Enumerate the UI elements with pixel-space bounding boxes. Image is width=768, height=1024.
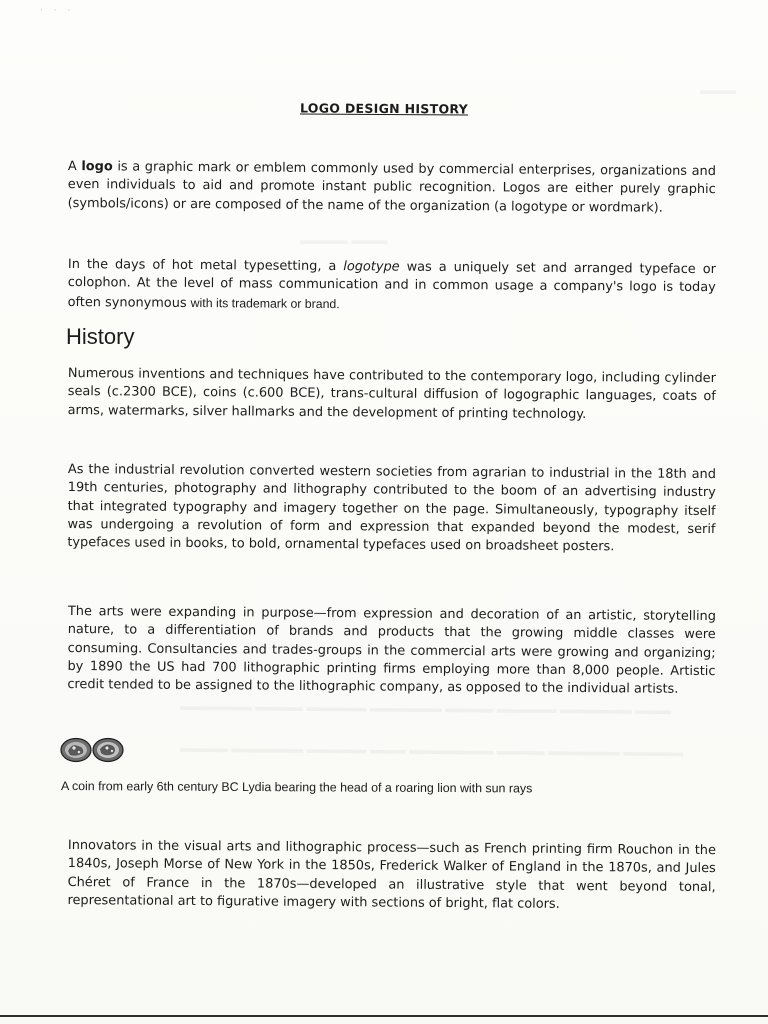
logotype-term: logotype bbox=[343, 259, 400, 275]
document-title: LOGO DESIGN HISTORY bbox=[299, 100, 469, 117]
page-bottom-edge bbox=[0, 1015, 768, 1017]
logo-term: logo bbox=[81, 159, 113, 175]
bleed-through: ▬▬▬▬ ▬▬▬▬▬▬ ▬▬▬▬▬ ▬▬▬ ▬▬▬▬▬▬▬ ▬▬▬▬ ▬▬▬▬▬▬ ▬▬▬▬▬ bbox=[179, 740, 684, 760]
coin-caption: A coin from early 6th century BC Lydia bearing the head of a roaring lion with sun rays bbox=[60, 779, 533, 796]
history-paragraph-2: As the industrial revolution converted western societies from agrarian to industrial in the 18th and 19th centuries, photography and lithography contributed to the boom of an advertising industry that integrated typography and imagery together on the page. Simultaneously, typography itself was undergoing a revolution of form and expression that expanded beyond the modest, serif typefaces used in books, to bold, ornamental typefaces used on broadsheet posters. bbox=[67, 461, 716, 555]
history-paragraph-3: The arts were expanding in purpose—from expression and decoration of an artistic, storytelling nature, to a differentiation of brands and products that the growing middle classes were consuming. Consultancies and trades-groups in the commercial arts were growing and organizing; by 1890 the US had 700 lithographic printing firms employing more than 8,000 people. Artistic credit tended to be assigned to the lithographic company, as opposed to the individual artists. bbox=[67, 603, 716, 697]
intro-paragraph-2: In the days of hot metal typesetting, a logotype was a uniquely set and arranged typeface or colophon. At the level of mass communication and in common usage a company's logo is today often synonymous with its trademark or brand. bbox=[67, 256, 716, 311]
bleed-through: ▬▬▬▬ ▬▬▬ bbox=[300, 233, 388, 247]
history-heading: History bbox=[66, 324, 135, 349]
final-paragraph: Innovators in the visual arts and lithographic process—such as French printing firm Rouchon in the 1840s, Joseph Morse of New York in the 1850s, Frederick Walker of England in the 1870s, and Jules Chéret of France in the 1870s—developed an illustrative style that went beyond tonal, representational art to figurative imagery with sections of bright, flat colors. bbox=[67, 837, 716, 912]
intro-paragraph-1: A logo is a graphic mark or emblem commonly used by commercial enterprises, organizations and even individuals to aid and promote instant public recognition. Logos are either purely graphic (symbols/icons) or are composed of the name of the organization (a logotype or wordmark). bbox=[67, 158, 716, 216]
bleed-through: ▬▬▬▬▬▬ ▬▬▬▬ ▬▬▬▬▬ ▬▬▬▬▬▬ ▬▬▬▬ ▬▬▬▬▬ ▬▬▬▬▬▬ ▬▬▬ bbox=[179, 698, 672, 718]
history-paragraph-1: Numerous inventions and techniques have contributed to the contemporary logo, including cylinder seals (c.2300 BCE), coins (c.600 BCE), trans-cultural diffusion of logographic languages, coats of arms, watermarks, silver hallmarks and the development of printing technology. bbox=[67, 365, 716, 422]
bleed-through: ▬▬▬ bbox=[700, 83, 736, 97]
coin-image bbox=[60, 737, 130, 763]
scan-speckles: · · · bbox=[40, 6, 75, 16]
